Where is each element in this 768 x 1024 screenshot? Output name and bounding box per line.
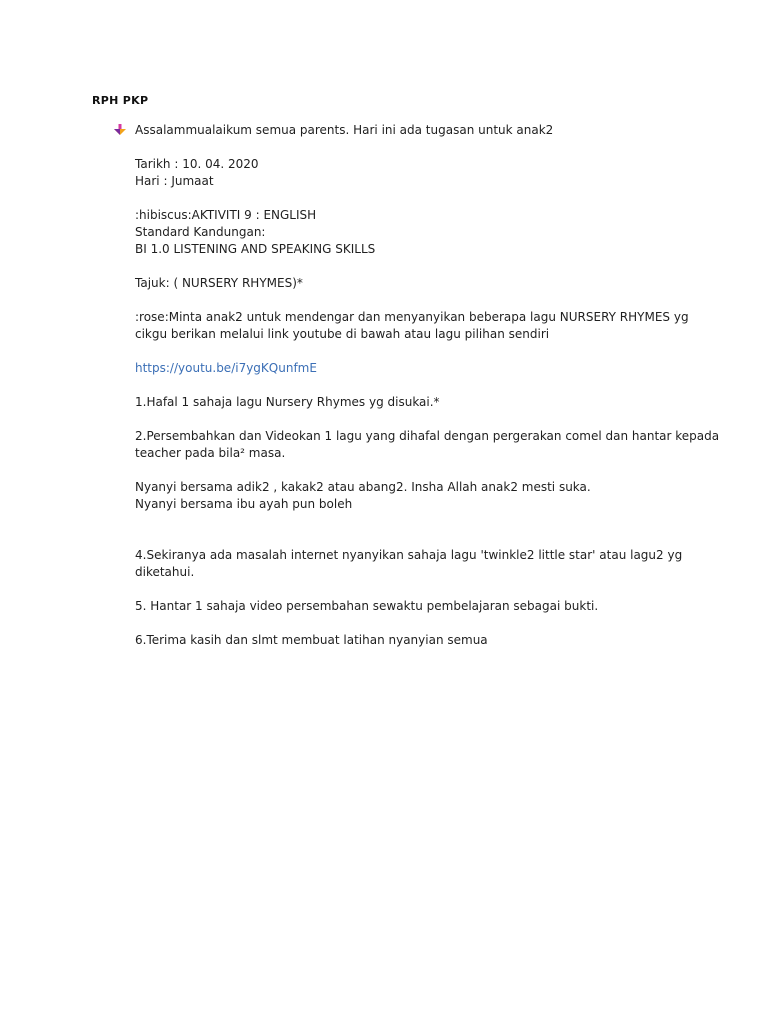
standard-value: BI 1.0 LISTENING AND SPEAKING SKILLS [135, 242, 376, 256]
standard-label: Standard Kandungan: [135, 225, 266, 239]
step-5: 5. Hantar 1 sahaja video persembahan sewaktu pembelajaran sebagai bukti. [135, 599, 599, 613]
document-body [135, 122, 720, 649]
step-2-line-2: teacher pada bila² masa. [135, 446, 286, 460]
greeting-text: Assalammualaikum semua parents. Hari ini ada tugasan untuk anak2 [135, 123, 554, 137]
instruction-line-1: :rose:Minta anak2 untuk mendengar dan menyanyikan beberapa lagu NURSERY RHYMES yg [135, 310, 689, 324]
topic-line: Tajuk: ( NURSERY RHYMES)* [135, 276, 303, 290]
step-2-line-1: 2.Persembahkan dan Videokan 1 lagu yang dihafal dengan pergerakan comel dan hantar kepada [135, 429, 720, 443]
sing-line-2: Nyanyi bersama ibu ayah pun boleh [135, 497, 353, 511]
step-1: 1.Hafal 1 sahaja lagu Nursery Rhymes yg disukai.* [135, 395, 440, 409]
step-4-line-2: diketahui. [135, 565, 195, 579]
document-title: RPH PKP [92, 94, 149, 107]
step-4-line-1: 4.Sekiranya ada masalah internet nyanyikan sahaja lagu 'twinkle2 little star' atau lagu2 yg [135, 548, 683, 562]
day-line: Hari : Jumaat [135, 174, 214, 188]
instruction-line-2: cikgu berikan melalui link youtube di bawah atau lagu pilihan sendiri [135, 327, 550, 341]
activity-line: :hibiscus:AKTIVITI 9 : ENGLISH [135, 208, 317, 222]
sing-line-1: Nyanyi bersama adik2 , kakak2 atau abang2. Insha Allah anak2 mesti suka. [135, 480, 591, 494]
youtube-link[interactable]: https://youtu.be/i7ygKQunfmE [135, 361, 317, 375]
step-6: 6.Terima kasih dan slmt membuat latihan nyanyian semua [135, 633, 488, 647]
date-line: Tarikh : 10. 04. 2020 [135, 157, 259, 171]
down-arrow-bullet-icon [114, 124, 126, 136]
